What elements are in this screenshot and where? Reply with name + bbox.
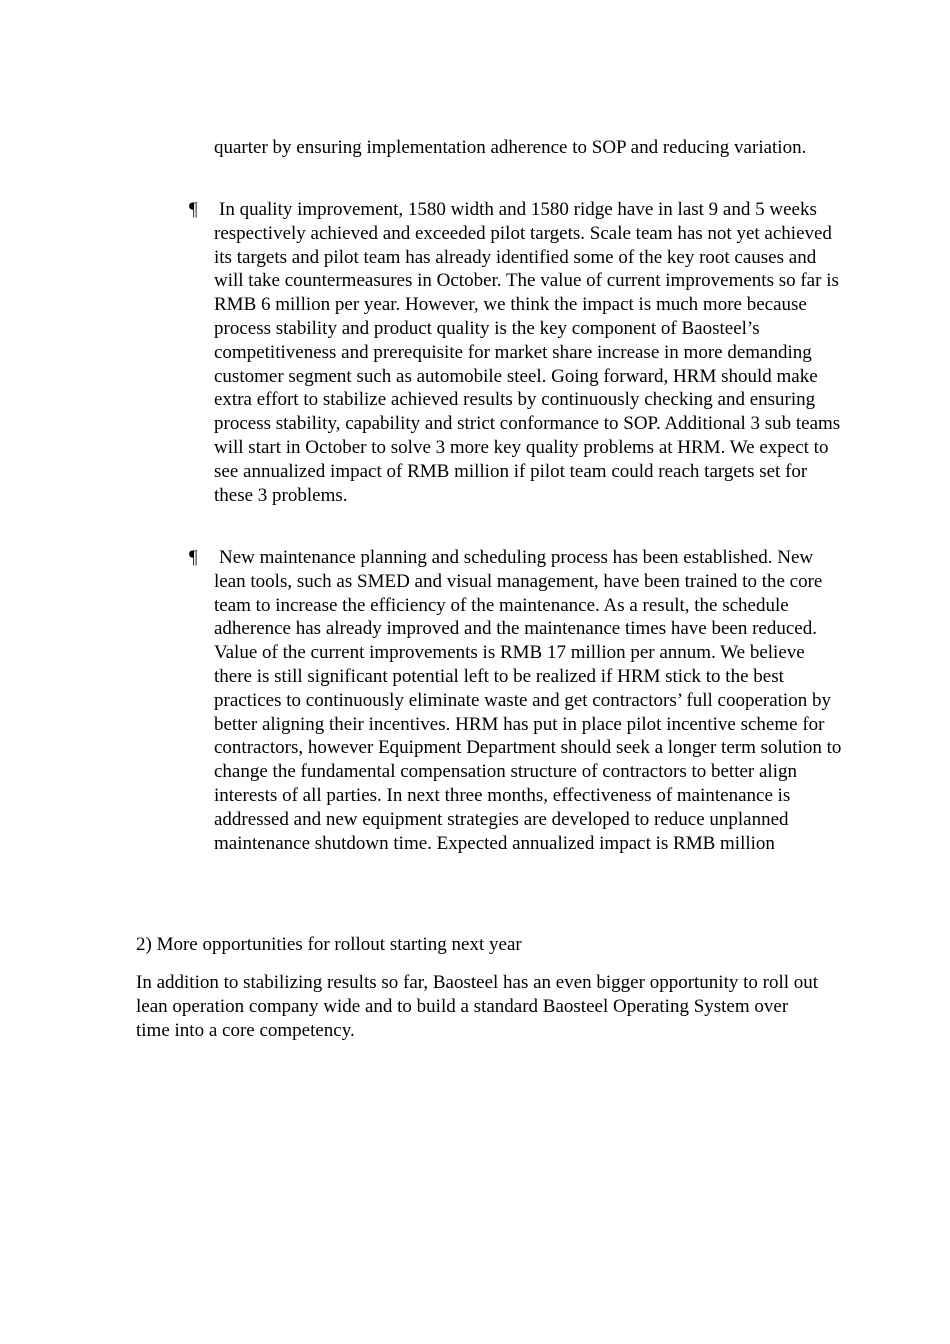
pilcrow-bullet-icon: ¶ <box>189 199 198 220</box>
section-paragraph: In addition to stabilizing results so far, Baosteel has an even bigger opportunity to roll out lean operation company wide and to build a standard Baosteel Operating System over time into a core competency. <box>136 972 819 1041</box>
section-heading: 2) More opportunities for rollout starting next year <box>136 934 522 955</box>
bullet-text-quality: In quality improvement, 1580 width and 1580 ridge have in last 9 and 5 weeks respectively achieved and exceeded pilot targets. Scale team has not yet achieved its targets and pilot team has already identified some of the key root causes and will take countermeasures in October. The value of current improvements so far is RMB 6 million per year. However, we think the impact is much more because process stability and product quality is the key component of Baosteel’s competitiveness and prerequisite for market share increase in more demanding customer segment such as automobile steel. Going forward, HRM should make extra effort to stabilize achieved results by continuously checking and ensuring process stability, capability and strict conformance to SOP. Additional 3 sub teams will start in October to solve 3 more key quality problems at HRM. We expect to see annualized impact of RMB million if pilot team could reach targets set for these 3 problems. <box>214 199 841 506</box>
pilcrow-bullet-icon: ¶ <box>189 547 198 568</box>
bullet-text-maintenance: New maintenance planning and scheduling process has been established. New lean tools, such as SMED and visual management, have been trained to the core team to increase the efficiency of the maintenance. As a result, the schedule adherence has already improved and the maintenance times have been reduced. Value of the current improvements is RMB 17 million per annum. We believe there is still significant potential left to be realized if HRM stick to the best practices to continuously eliminate waste and get contractors’ full cooperation by better aligning their incentives. HRM has put in place pilot incentive scheme for contractors, however Equipment Department should seek a longer term solution to change the fundamental compensation structure of contractors to better align interests of all parties. In next three months, effectiveness of maintenance is addressed and new equipment strategies are developed to reduce unplanned maintenance shutdown time. Expected annualized impact is RMB million <box>214 547 842 854</box>
bullet-item-maintenance <box>189 546 849 855</box>
continued-paragraph: quarter by ensuring implementation adherence to SOP and reducing variation. <box>214 137 807 158</box>
bullet-item-quality <box>189 198 849 507</box>
